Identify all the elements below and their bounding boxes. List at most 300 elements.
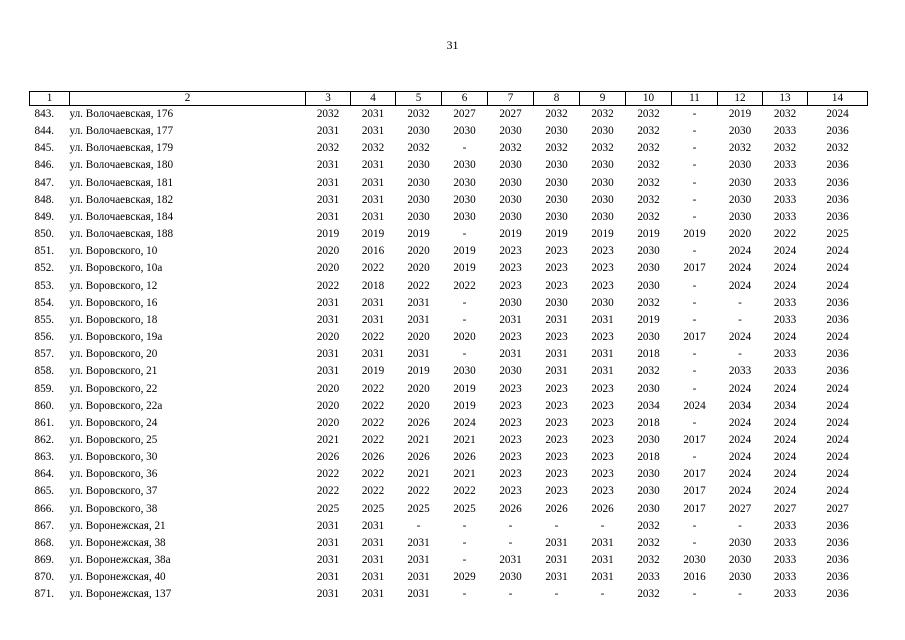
address-cell: ул. Волочаевская, 184	[69, 210, 174, 223]
year-cell: 2033	[773, 313, 797, 326]
year-cell: 2018	[637, 416, 660, 429]
year-cell: 2030	[407, 159, 430, 172]
year-cell: 2036	[826, 348, 849, 361]
year-cell: 2032	[773, 108, 797, 120]
year-cell: 2020	[407, 382, 430, 395]
year-cell: 2030	[453, 125, 476, 138]
year-cell: 2030	[591, 193, 614, 206]
year-cell: 2030	[728, 176, 752, 189]
column-header: 7	[488, 92, 534, 106]
year-cell: 2024	[826, 416, 849, 429]
year-cell: 2031	[361, 571, 385, 584]
address-cell: ул. Воровского, 37	[69, 485, 158, 498]
year-cell: 2030	[499, 193, 522, 206]
year-cell: 2033	[773, 125, 797, 138]
year-cell: 2031	[361, 348, 385, 361]
column-header: 2	[70, 92, 306, 106]
year-cell: 2024	[826, 382, 849, 395]
address-cell: ул. Воровского, 18	[69, 313, 158, 326]
year-cell: 2019	[637, 228, 660, 241]
year-cell: 2023	[591, 468, 614, 481]
year-cell: 2036	[826, 554, 849, 567]
year-cell: 2031	[545, 536, 568, 549]
address-cell: ул. Воровского, 16	[69, 296, 158, 309]
year-cell: -	[692, 365, 697, 378]
year-cell: 2030	[728, 536, 752, 549]
year-cell: 2022	[773, 228, 797, 241]
year-cell: 2024	[826, 485, 849, 498]
row-number-cell: 845.	[34, 142, 55, 155]
year-cell: 2022	[361, 382, 385, 395]
row-number-cell: 846.	[34, 159, 55, 172]
year-cell: 2024	[728, 382, 752, 395]
year-cell: 2019	[361, 365, 385, 378]
row-number-cell: 870.	[34, 571, 55, 584]
year-cell: 2031	[316, 313, 340, 326]
year-cell: 2031	[316, 519, 340, 532]
table-row	[30, 157, 868, 174]
year-cell: -	[692, 296, 697, 309]
year-cell: 2034	[728, 399, 752, 412]
year-cell: 2031	[407, 588, 430, 601]
address-cell: ул. Воровского, 30	[69, 451, 158, 464]
year-cell: -	[462, 142, 467, 155]
year-cell: 2024	[826, 433, 849, 446]
year-cell: 2033	[773, 193, 797, 206]
table-row	[30, 140, 868, 157]
year-cell: 2024	[773, 433, 797, 446]
table-row	[30, 226, 868, 243]
year-cell: 2032	[637, 108, 660, 120]
year-cell: 2030	[637, 485, 660, 498]
year-cell: -	[554, 588, 559, 601]
year-cell: 2030	[499, 125, 522, 138]
year-cell: -	[692, 125, 697, 138]
year-cell: 2025	[407, 502, 430, 515]
year-cell: 2023	[591, 451, 614, 464]
address-cell: ул. Воровского, 21	[69, 365, 158, 378]
year-cell: 2023	[591, 485, 614, 498]
year-cell: 2030	[453, 210, 476, 223]
year-cell: 2024	[826, 245, 849, 258]
year-cell: 2022	[453, 485, 476, 498]
year-cell: -	[692, 536, 697, 549]
year-cell: -	[738, 296, 742, 309]
year-cell: 2023	[545, 382, 568, 395]
year-cell: -	[462, 348, 467, 361]
year-cell: 2030	[453, 159, 476, 172]
year-cell: 2023	[591, 279, 614, 292]
year-cell: -	[692, 108, 697, 120]
year-cell: 2036	[826, 536, 849, 549]
year-cell: 2031	[499, 348, 522, 361]
table-row	[30, 398, 868, 415]
year-cell: 2031	[591, 365, 614, 378]
year-cell: -	[738, 348, 742, 361]
year-cell: 2030	[545, 296, 568, 309]
year-cell: 2033	[773, 210, 797, 223]
year-cell: 2036	[826, 125, 849, 138]
year-cell: 2023	[499, 331, 522, 344]
year-cell: 2024	[773, 245, 797, 258]
year-cell: 2021	[407, 433, 430, 446]
year-cell: -	[508, 536, 513, 549]
year-cell: 2024	[453, 416, 476, 429]
year-cell: 2036	[826, 210, 849, 223]
year-cell: 2033	[773, 519, 797, 532]
year-cell: -	[692, 176, 697, 189]
year-cell: 2031	[361, 193, 385, 206]
row-number-cell: 867.	[34, 519, 55, 532]
year-cell: 2032	[637, 296, 660, 309]
year-cell: 2023	[591, 262, 614, 275]
year-cell: 2032	[637, 176, 660, 189]
year-cell: -	[692, 142, 697, 155]
year-cell: 2026	[499, 502, 522, 515]
address-cell: ул. Воровского, 10	[69, 245, 158, 258]
address-cell: ул. Воровского, 24	[69, 416, 158, 429]
year-cell: 2024	[826, 108, 849, 120]
year-cell: 2026	[545, 502, 568, 515]
address-cell: ул. Волочаевская, 182	[69, 193, 174, 206]
year-cell: 2017	[683, 468, 706, 481]
year-cell: -	[508, 519, 513, 532]
year-cell: -	[600, 588, 605, 601]
year-cell: 2032	[637, 519, 660, 532]
year-cell: 2031	[316, 588, 340, 601]
year-cell: 2033	[728, 365, 752, 378]
address-cell: ул. Волочаевская, 188	[69, 228, 174, 241]
table-row	[30, 449, 868, 466]
year-cell: 2032	[316, 108, 340, 120]
year-cell: -	[692, 279, 697, 292]
year-cell: 2019	[591, 228, 614, 241]
year-cell: 2033	[773, 554, 797, 567]
year-cell: 2033	[773, 296, 797, 309]
year-cell: 2032	[773, 142, 797, 155]
year-cell: 2034	[773, 399, 797, 412]
year-cell: -	[692, 245, 697, 258]
year-cell: 2032	[637, 193, 660, 206]
year-cell: 2018	[637, 348, 660, 361]
year-cell: 2032	[407, 108, 430, 120]
row-number-cell: 860.	[34, 399, 55, 412]
year-cell: 2024	[728, 433, 752, 446]
year-cell: 2033	[773, 348, 797, 361]
year-cell: 2031	[591, 348, 614, 361]
year-cell: 2018	[361, 279, 385, 292]
year-cell: 2030	[499, 571, 522, 584]
year-cell: 2030	[591, 159, 614, 172]
year-cell: 2023	[499, 382, 522, 395]
year-cell: 2022	[361, 468, 385, 481]
row-number-cell: 843.	[34, 108, 55, 120]
year-cell: 2024	[728, 245, 752, 258]
year-cell: 2027	[773, 502, 797, 515]
row-number-cell: 855.	[34, 313, 55, 326]
table-row	[30, 106, 868, 124]
year-cell: 2032	[591, 108, 614, 120]
year-cell: 2026	[316, 451, 340, 464]
address-cell: ул. Волочаевская, 179	[69, 142, 174, 155]
year-cell: 2031	[361, 296, 385, 309]
year-cell: 2026	[453, 451, 476, 464]
year-cell: 2020	[316, 416, 340, 429]
year-cell: 2023	[499, 399, 522, 412]
year-cell: 2030	[407, 125, 430, 138]
year-cell: 2023	[591, 399, 614, 412]
row-number-cell: 854.	[34, 296, 55, 309]
year-cell: 2019	[407, 365, 430, 378]
year-cell: -	[462, 588, 467, 601]
year-cell: 2024	[728, 468, 752, 481]
year-cell: 2030	[499, 296, 522, 309]
column-header: 14	[808, 92, 868, 106]
year-cell: 2024	[826, 468, 849, 481]
year-cell: 2033	[637, 571, 660, 584]
year-cell: 2026	[407, 451, 430, 464]
column-header: 10	[626, 92, 672, 106]
year-cell: 2031	[499, 554, 522, 567]
year-cell: 2030	[407, 210, 430, 223]
year-cell: 2024	[773, 468, 797, 481]
year-cell: 2023	[545, 279, 568, 292]
row-number-cell: 851.	[34, 245, 55, 258]
address-cell: ул. Воровского, 19а	[69, 331, 163, 344]
row-number-cell: 862.	[34, 433, 55, 446]
year-cell: 2031	[407, 348, 430, 361]
year-cell: 2024	[773, 262, 797, 275]
row-number-cell: 856.	[34, 331, 55, 344]
year-cell: 2030	[637, 279, 660, 292]
year-cell: 2032	[637, 125, 660, 138]
year-cell: 2019	[545, 228, 568, 241]
row-number-cell: 857.	[34, 348, 55, 361]
year-cell: 2023	[499, 262, 522, 275]
year-cell: 2023	[499, 245, 522, 258]
year-cell: 2024	[773, 416, 797, 429]
year-cell: 2020	[316, 262, 340, 275]
column-header: 11	[672, 92, 718, 106]
table-row	[30, 209, 868, 226]
year-cell: 2030	[545, 176, 568, 189]
year-cell: 2017	[683, 262, 706, 275]
row-number-cell: 871.	[34, 588, 55, 601]
column-header: 13	[763, 92, 808, 106]
year-cell: -	[462, 296, 467, 309]
year-cell: 2029	[453, 571, 476, 584]
year-cell: 2030	[728, 193, 752, 206]
column-header: 8	[534, 92, 580, 106]
table-body	[30, 106, 868, 604]
year-cell: 2031	[316, 571, 340, 584]
table-row	[30, 312, 868, 329]
year-cell: 2031	[545, 365, 568, 378]
year-cell: 2020	[316, 245, 340, 258]
year-cell: 2024	[728, 451, 752, 464]
address-cell: ул. Воровского, 12	[69, 279, 158, 292]
year-cell: 2019	[361, 228, 385, 241]
year-cell: 2034	[637, 399, 660, 412]
year-cell: 2036	[826, 365, 849, 378]
year-cell: 2020	[316, 331, 340, 344]
table-row	[30, 329, 868, 346]
year-cell: 2031	[591, 313, 614, 326]
year-cell: 2033	[773, 159, 797, 172]
year-cell: 2022	[361, 485, 385, 498]
year-cell: 2023	[545, 416, 568, 429]
year-cell: 2030	[728, 125, 752, 138]
year-cell: 2030	[453, 365, 476, 378]
year-cell: 2022	[361, 416, 385, 429]
table-row	[30, 123, 868, 140]
table-row	[30, 346, 868, 363]
year-cell: 2023	[545, 451, 568, 464]
year-cell: 2031	[407, 571, 430, 584]
year-cell: -	[692, 519, 697, 532]
table-row	[30, 552, 868, 569]
year-cell: 2031	[545, 571, 568, 584]
year-cell: 2032	[637, 142, 660, 155]
address-cell: ул. Воронежская, 137	[69, 588, 172, 601]
year-cell: 2021	[453, 433, 476, 446]
year-cell: 2026	[361, 451, 385, 464]
year-cell: 2018	[637, 451, 660, 464]
year-cell: 2032	[637, 536, 660, 549]
year-cell: 2023	[545, 262, 568, 275]
column-header: 5	[396, 92, 442, 106]
year-cell: 2031	[407, 536, 430, 549]
year-cell: 2031	[361, 313, 385, 326]
year-cell: 2031	[316, 365, 340, 378]
year-cell: 2024	[728, 262, 752, 275]
year-cell: -	[738, 313, 742, 326]
year-cell: 2031	[361, 554, 385, 567]
year-cell: 2019	[453, 245, 476, 258]
year-cell: -	[462, 519, 467, 532]
year-cell: 2030	[499, 159, 522, 172]
table-row	[30, 260, 868, 277]
year-cell: 2016	[361, 245, 385, 258]
year-cell: 2030	[591, 296, 614, 309]
year-cell: 2023	[545, 245, 568, 258]
table-row	[30, 501, 868, 518]
year-cell: 2019	[453, 262, 476, 275]
year-cell: 2019	[407, 228, 430, 241]
year-cell: 2023	[545, 399, 568, 412]
address-cell: ул. Волочаевская, 177	[69, 125, 174, 138]
year-cell: 2019	[499, 228, 522, 241]
year-cell: 2023	[499, 451, 522, 464]
year-cell: -	[692, 588, 697, 601]
year-cell: 2024	[826, 399, 849, 412]
year-cell: 2031	[316, 125, 340, 138]
year-cell: 2032	[591, 142, 614, 155]
year-cell: 2031	[407, 296, 430, 309]
address-cell: ул. Воровского, 20	[69, 348, 158, 361]
year-cell: 2024	[773, 382, 797, 395]
year-cell: 2024	[773, 451, 797, 464]
year-cell: -	[462, 228, 467, 241]
year-cell: 2022	[361, 399, 385, 412]
table-row	[30, 243, 868, 260]
address-cell: ул. Воронежская, 21	[69, 519, 166, 532]
year-cell: 2024	[728, 331, 752, 344]
year-cell: 2031	[591, 571, 614, 584]
year-cell: 2031	[361, 125, 385, 138]
year-cell: 2020	[407, 331, 430, 344]
year-cell: 2030	[453, 193, 476, 206]
year-cell: 2031	[316, 176, 340, 189]
year-cell: 2031	[361, 176, 385, 189]
year-cell: 2033	[773, 536, 797, 549]
year-cell: 2016	[683, 571, 706, 584]
year-cell: 2023	[591, 245, 614, 258]
table-row	[30, 175, 868, 192]
column-header: 4	[351, 92, 396, 106]
address-cell: ул. Воровского, 22а	[69, 399, 163, 412]
year-cell: 2032	[637, 554, 660, 567]
year-cell: 2027	[728, 502, 752, 515]
year-cell: 2030	[637, 331, 660, 344]
year-cell: 2025	[316, 502, 340, 515]
year-cell: 2030	[453, 176, 476, 189]
year-cell: 2030	[637, 382, 660, 395]
year-cell: 2025	[361, 502, 385, 515]
year-cell: 2032	[407, 142, 430, 155]
year-cell: -	[462, 313, 467, 326]
year-cell: 2022	[316, 279, 340, 292]
year-cell: 2031	[545, 348, 568, 361]
address-cell: ул. Воровского, 22	[69, 382, 158, 395]
table-row	[30, 466, 868, 483]
year-cell: 2031	[545, 313, 568, 326]
year-cell: -	[508, 588, 513, 601]
year-cell: 2020	[316, 382, 340, 395]
year-cell: 2024	[826, 451, 849, 464]
year-cell: 2022	[407, 279, 430, 292]
year-cell: 2030	[545, 159, 568, 172]
year-cell: 2024	[826, 331, 849, 344]
year-cell: 2030	[407, 176, 430, 189]
year-cell: 2030	[728, 159, 752, 172]
year-cell: 2020	[316, 399, 340, 412]
row-number-cell: 852.	[34, 262, 55, 275]
year-cell: 2017	[683, 502, 706, 515]
table-row	[30, 569, 868, 586]
year-cell: 2030	[637, 245, 660, 258]
year-cell: 2026	[591, 502, 614, 515]
year-cell: -	[692, 451, 697, 464]
year-cell: -	[738, 588, 742, 601]
year-cell: -	[554, 519, 559, 532]
year-cell: 2033	[773, 571, 797, 584]
year-cell: 2022	[361, 331, 385, 344]
year-cell: 2033	[773, 176, 797, 189]
year-cell: 2022	[407, 485, 430, 498]
year-cell: 2024	[773, 331, 797, 344]
year-cell: 2027	[499, 108, 522, 120]
year-cell: 2019	[453, 382, 476, 395]
row-number-cell: 853.	[34, 279, 55, 292]
year-cell: 2036	[826, 588, 849, 601]
row-number-cell: 844.	[34, 125, 55, 138]
table-row	[30, 295, 868, 312]
year-cell: 2020	[453, 331, 476, 344]
table-row	[30, 432, 868, 449]
address-cell: ул. Воронежская, 38	[69, 536, 166, 549]
year-cell: -	[738, 519, 742, 532]
